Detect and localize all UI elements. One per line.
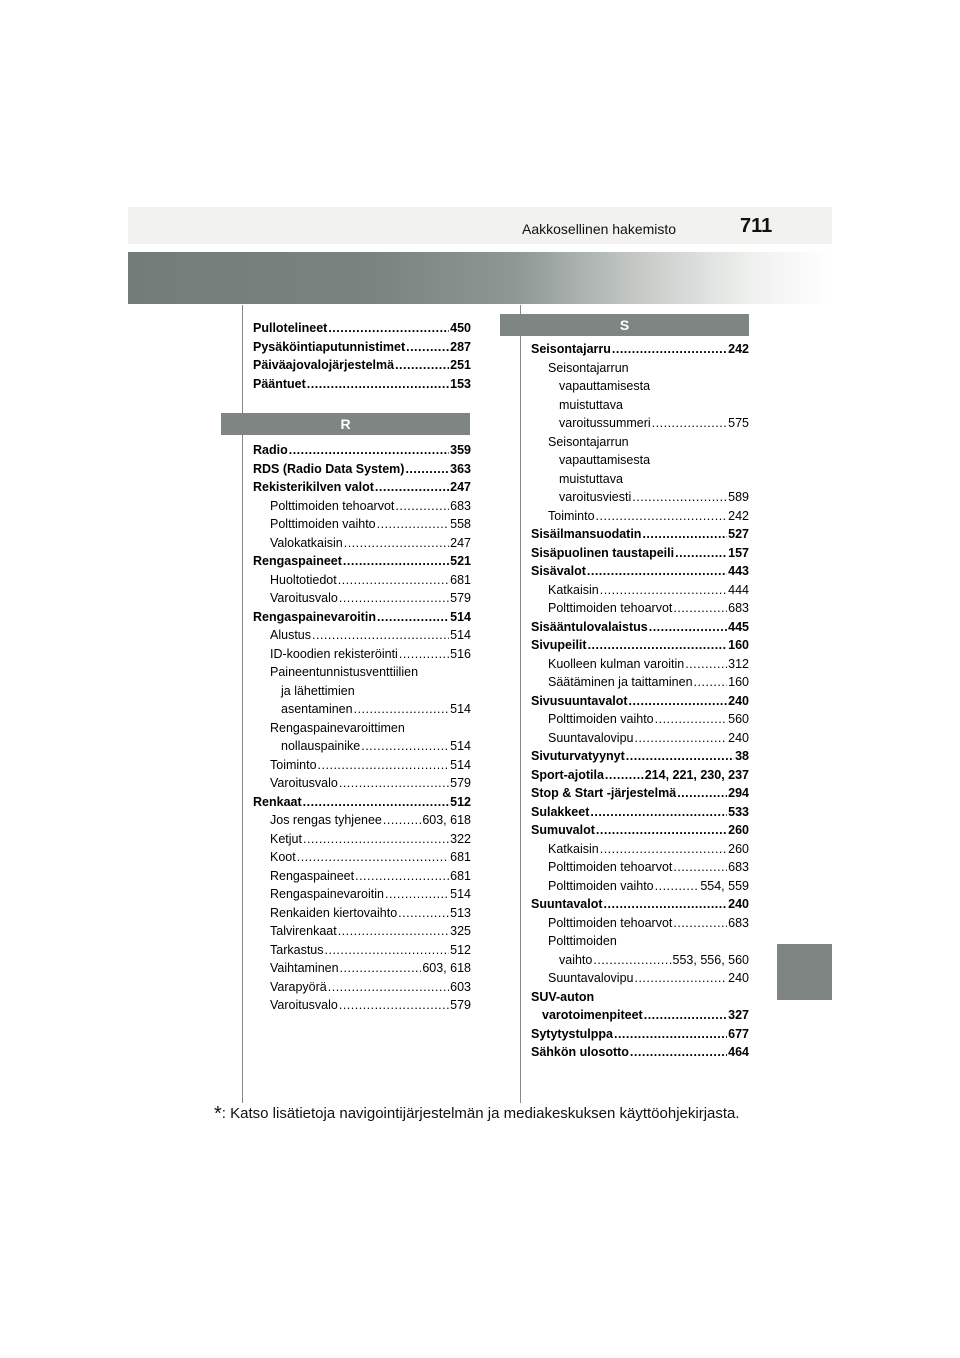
index-subentry: Polttimoiden vaihto ..... 560	[531, 710, 749, 729]
index-entry: Sivuturvatyynyt ..... 38	[531, 747, 749, 766]
index-subentry: Valokatkaisin ..... 247	[253, 534, 471, 553]
index-entry: RDS (Radio Data System) ..... 363	[253, 460, 471, 479]
index-subentry: Polttimoiden vaihto ..... 554, 559	[531, 877, 749, 896]
index-entry: Sisäpuolinen taustapeili ..... 157	[531, 544, 749, 563]
index-subentry: varoitussummeri ..... 575	[531, 414, 749, 433]
index-entry: Pullotelineet ..... 450	[253, 319, 471, 338]
index-subentry-line: Paineentunnistusventtiilien	[270, 665, 419, 679]
index-subentry-line: Seisontajarrun	[548, 434, 629, 449]
index-subentry-line: Rengaspainevaroittimen	[270, 720, 405, 735]
index-subentry-line: ja lähettimien	[281, 683, 355, 698]
header-band	[128, 207, 832, 244]
index-entry: Sport-ajotila ..... 214, 221, 230, 237	[531, 766, 749, 785]
index-subentry: Suuntavalovipu ..... 240	[531, 969, 749, 988]
index-subentry: Varoitusvalo ..... 579	[253, 589, 471, 608]
index-subentry: Varoitusvalo ..... 579	[253, 996, 471, 1015]
chapter-tab	[777, 944, 832, 1000]
section-header-s: S	[500, 314, 749, 336]
index-subentry: Suuntavalovipu ..... 240	[531, 729, 749, 748]
index-subentry-line: muistuttava	[559, 471, 623, 486]
index-entry: Stop & Start -järjestelmä ..... 294	[531, 784, 749, 803]
index-subentry: Polttimoiden tehoarvot ..... 683	[253, 497, 471, 516]
index-subentry: Tarkastus ..... 512	[253, 941, 471, 960]
section-header-r: R	[221, 413, 470, 435]
index-entry-line: SUV-auton	[531, 989, 595, 1004]
index-entry: Radio ..... 359	[253, 441, 471, 460]
index-subentry: vaihto ..... 553, 556, 560	[531, 951, 749, 970]
index-entry: Sulakkeet ..... 533	[531, 803, 749, 822]
index-subentry-line: vapauttamisesta	[559, 379, 651, 393]
column-divider-middle	[520, 305, 521, 1103]
index-entry: Rengaspaineet ..... 521	[253, 552, 471, 571]
index-entry: Seisontajarru ..... 242	[531, 340, 749, 359]
index-subentry-line: Seisontajarrun	[548, 360, 629, 375]
index-entry: Sisäilmansuodatin ..... 527	[531, 525, 749, 544]
footnote-text: : Katso lisätietoja navigointijärjestelmän ja mediakeskuksen käyttöohjekirjasta.	[221, 1105, 740, 1122]
index-entry: Pääntuet ..... 153	[253, 375, 471, 394]
page-number: 711	[740, 215, 773, 237]
index-entry: Sisävalot ..... 443	[531, 562, 749, 581]
section-title: Aakkosellinen hakemisto	[522, 221, 677, 237]
index-subentry: varoitusviesti ..... 589	[531, 488, 749, 507]
index-subentry: asentaminen ..... 514	[253, 700, 471, 719]
index-subentry: Toiminto ..... 242	[531, 507, 749, 526]
index-entry: Rengaspainevaroitin ..... 514	[253, 608, 471, 627]
index-entry: Päiväajovalojärjestelmä ..... 251	[253, 356, 471, 375]
index-subentry: Katkaisin ..... 444	[531, 581, 749, 600]
index-subentry: Huoltotiedot ..... 681	[253, 571, 471, 590]
index-subentry: Varapyörä ..... 603	[253, 978, 471, 997]
index-subentry: Varoitusvalo ..... 579	[253, 774, 471, 793]
index-entry: Sumuvalot ..... 260	[531, 821, 749, 840]
index-subentry-line: muistuttava	[559, 397, 623, 412]
index-entry: Sivusuuntavalot ..... 240	[531, 692, 749, 711]
index-column-right	[531, 340, 749, 1062]
index-entry: Suuntavalot ..... 240	[531, 895, 749, 914]
index-subentry: Katkaisin ..... 260	[531, 840, 749, 859]
index-subentry: Polttimoiden tehoarvot ..... 683	[531, 914, 749, 933]
index-subentry: Säätäminen ja taittaminen ..... 160	[531, 673, 749, 692]
index-subentry: Renkaiden kiertovaihto ..... 513	[253, 904, 471, 923]
index-subentry: ID-koodien rekisteröinti ..... 516	[253, 645, 471, 664]
index-subentry: Alustus ..... 514	[253, 626, 471, 645]
index-subentry-line: vapauttamisesta	[559, 453, 651, 467]
index-entry: Sytytystulppa ..... 677	[531, 1025, 749, 1044]
index-subentry-line: Polttimoiden	[548, 934, 617, 948]
index-entry: Pysäköintiaputunnistimet ..... 287	[253, 338, 471, 357]
index-entry: Sisääntulovalaistus ..... 445	[531, 618, 749, 637]
index-entry: Sähkön ulosotto ..... 464	[531, 1043, 749, 1062]
index-subentry: Polttimoiden tehoarvot ..... 683	[531, 858, 749, 877]
index-subentry: Vaihtaminen ..... 603, 618	[253, 959, 471, 978]
index-subentry: Ketjut ..... 322	[253, 830, 471, 849]
index-entry: varotoimenpiteet ..... 327	[531, 1006, 749, 1025]
index-entry: Rekisterikilven valot ..... 247	[253, 478, 471, 497]
index-subentry: Kuolleen kulman varoitin ..... 312	[531, 655, 749, 674]
header-gradient-bar	[128, 252, 832, 304]
footnote	[214, 1103, 740, 1126]
index-subentry: Polttimoiden vaihto ..... 558	[253, 515, 471, 534]
index-subentry: Talvirenkaat ..... 325	[253, 922, 471, 941]
index-subentry: Rengaspainevaroitin ..... 514	[253, 885, 471, 904]
index-subentry: Polttimoiden tehoarvot ..... 683	[531, 599, 749, 618]
index-entry: Renkaat ..... 512	[253, 793, 471, 812]
index-column-left	[253, 319, 471, 1015]
index-subentry: Toiminto ..... 514	[253, 756, 471, 775]
index-subentry: Koot ..... 681	[253, 848, 471, 867]
index-entry: Sivupeilit ..... 160	[531, 636, 749, 655]
index-subentry: Jos rengas tyhjenee ..... 603, 618	[253, 811, 471, 830]
index-subentry: nollauspainike ..... 514	[253, 737, 471, 756]
footnote-asterisk: *	[214, 1103, 222, 1125]
index-subentry: Rengaspaineet ..... 681	[253, 867, 471, 886]
